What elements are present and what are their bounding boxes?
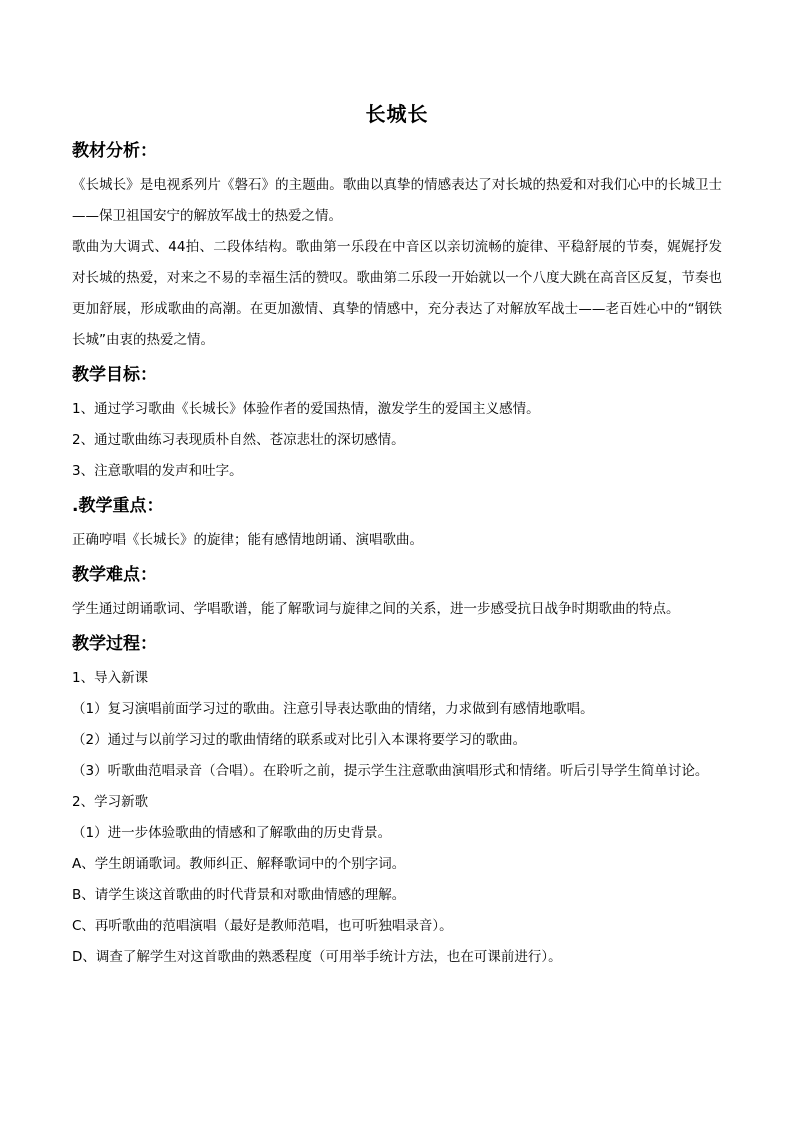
paragraph: 学生通过朗诵歌词、学唱歌谱，能了解歌词与旋律之间的关系，进一步感受抗日战争时期歌曲的特点。: [72, 601, 680, 617]
list-item: 2、学习新歌: [72, 794, 149, 810]
list-item: 1、导入新课: [72, 670, 149, 686]
document-title: 长城长: [365, 102, 429, 126]
section-heading-material-analysis: 教材分析：: [72, 141, 157, 161]
list-item: （1）进一步体验歌曲的情感和了解歌曲的历史背景。: [72, 825, 392, 841]
document-page: [72, 100, 722, 973]
list-item: D、调查了解学生对这首歌曲的熟悉程度（可用举手统计方法，也在可课前进行）。: [72, 949, 562, 965]
list-item: 1、通过学习歌曲《长城长》体验作者的爱国热情，激发学生的爱国主义感情。: [72, 401, 540, 417]
list-item: （1）复习演唱前面学习过的歌曲。注意引导表达歌曲的情绪，力求做到有感情地歌唱。: [72, 701, 594, 717]
list-item: （3）听歌曲范唱录音（合唱）。在聆听之前，提示学生注意歌曲演唱形式和情绪。听后引导学生简单讨论。: [72, 763, 709, 779]
list-item: 3、注意歌唱的发声和吐字。: [72, 463, 243, 479]
list-item: B、请学生谈这首歌曲的时代背景和对歌曲情感的理解。: [72, 887, 406, 903]
list-item: 2、通过歌曲练习表现质朴自然、苍凉悲壮的深切感情。: [72, 432, 405, 448]
list-item: A、学生朗诵歌词。教师纠正、解释歌词中的个别字词。: [72, 856, 406, 872]
section-heading-key-points: .教学重点：: [72, 496, 164, 516]
paragraph: 正确哼唱《长城长》的旋律；能有感情地朗诵、演唱歌曲。: [72, 532, 423, 548]
section-heading-teaching-process: 教学过程：: [72, 634, 157, 654]
list-item: （2）通过与以前学习过的歌曲情绪的联系或对比引入本课将要学习的歌曲。: [72, 732, 527, 748]
section-heading-teaching-goals: 教学目标：: [72, 365, 157, 385]
list-item: C、再听歌曲的范唱演唱（最好是教师范唱，也可听独唱录音）。: [72, 918, 453, 934]
paragraph: 歌曲为大调式、44拍、二段体结构。歌曲第一乐段在中音区以亲切流畅的旋律、平稳舒展的节奏，娓娓抒发对长城的热爱，对来之不易的幸福生活的赞叹。歌曲第二乐段一开始就以一个八度大跳在高音区反复，节奏也更加舒展，形成歌曲的高潮。在更加激情、真挚的情感中，充分表达了对解放军战士——老百姓心中的“钢铁长城”由衷的热爱之情。: [72, 239, 722, 348]
section-heading-difficult-points: 教学难点：: [72, 565, 157, 585]
paragraph: 《长城长》是电视系列片《磐石》的主题曲。歌曲以真挚的情感表达了对长城的热爱和对我们心中的长城卫士——保卫祖国安宁的解放军战士的热爱之情。: [72, 177, 722, 224]
